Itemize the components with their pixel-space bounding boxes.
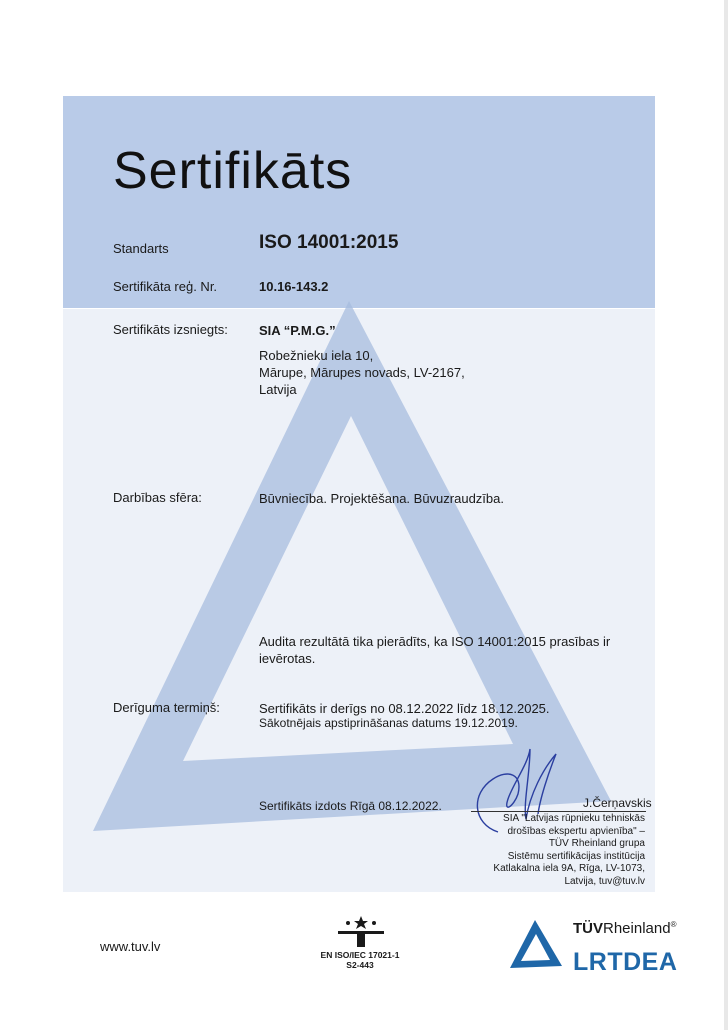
issuer-details xyxy=(463,813,645,888)
address-line: Mārupe, Mārupes novads, LV-2167, xyxy=(259,365,465,380)
audit-statement xyxy=(259,633,610,667)
issuer-line: Latvija, tuv@tuv.lv xyxy=(564,875,645,887)
issuer-line: TÜV Rheinland grupa xyxy=(548,838,645,849)
latak-logo xyxy=(326,914,396,953)
issued-to-label: Sertifikāts izsniegts: xyxy=(113,322,228,337)
accreditation-standard: EN ISO/IEC 17021-1 xyxy=(320,950,400,960)
issuer-line: Sistēmu sertifikācijas institūcija xyxy=(507,850,645,862)
address-line: Robežnieku iela 10, xyxy=(259,348,374,363)
certificate-title: Sertifikāts xyxy=(113,142,353,200)
scope-value: Būvniecība. Projektēšana. Būvuzraudzība. xyxy=(259,491,504,506)
issuer-line: Katlakalna iela 9A, Rīga, LV-1073, xyxy=(493,863,645,874)
certificate-panel xyxy=(63,96,655,892)
tuv-rheinland-brand xyxy=(573,920,676,937)
standard-label: Standarts xyxy=(113,241,169,256)
tuv-brand-prefix: TÜV xyxy=(573,920,603,937)
reg-number-label: Sertifikāta reģ. Nr. xyxy=(113,279,218,294)
standard-value: ISO 14001:2015 xyxy=(259,232,399,253)
company-name: SIA “P.M.G.” xyxy=(259,323,336,338)
lrtdea-triangle-icon xyxy=(508,918,564,970)
tuv-brand-suffix: Rheinland xyxy=(603,920,671,937)
accreditation-number: S2-443 xyxy=(346,960,374,970)
validity-value: Sertifikāts ir derīgs no 08.12.2022 līdz 18.12.2025. xyxy=(259,701,550,716)
signatory-name: J.Čerņavskis xyxy=(583,796,652,810)
issuer-line: drošības ekspertu apvienība" – xyxy=(507,825,645,837)
reg-number-value: 10.16-143.2 xyxy=(259,279,329,294)
accreditation-info xyxy=(300,950,420,970)
signature-line xyxy=(471,811,646,812)
audit-line: ievērotas. xyxy=(259,651,316,666)
company-address xyxy=(259,347,465,398)
issued-place-date: Sertifikāts izdots Rīgā 08.12.2022. xyxy=(259,799,442,813)
initial-approval-date: Sākotnējais apstiprināšanas datums 19.12.2019. xyxy=(259,716,518,730)
audit-line: Audita rezultātā tika pierādīts, ka ISO 14001:2015 prasības ir xyxy=(259,634,611,649)
latak-emblem-icon xyxy=(326,914,396,948)
lrtdea-brand: LRTDEA xyxy=(573,948,678,976)
page-edge xyxy=(724,0,728,1030)
validity-label: Derīguma termiņš: xyxy=(113,700,220,715)
registered-mark: ® xyxy=(670,920,677,929)
issuer-line: SIA "Latvijas rūpnieku tehniskās xyxy=(503,813,645,824)
address-line: Latvija xyxy=(259,382,297,397)
website-link[interactable]: www.tuv.lv xyxy=(100,939,161,954)
scope-label: Darbības sfēra: xyxy=(113,490,202,505)
